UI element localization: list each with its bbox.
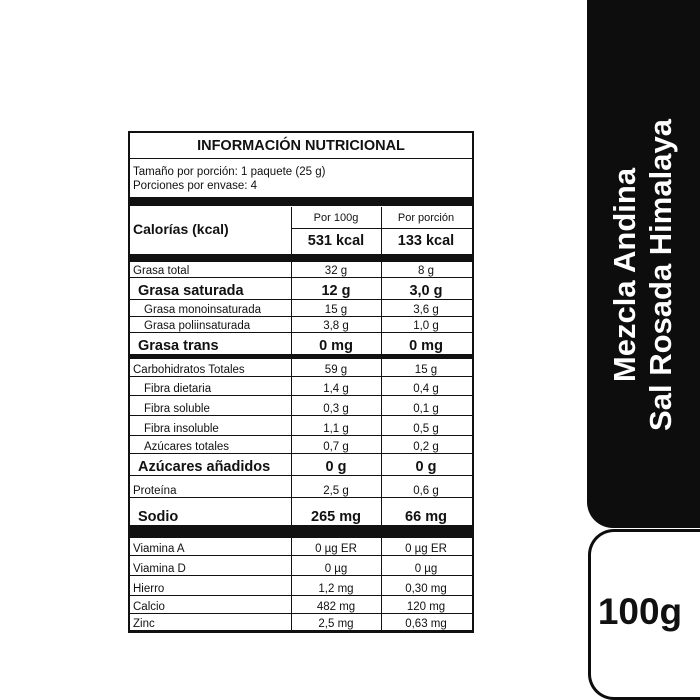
nutrient-label: Viamina A — [133, 543, 185, 555]
nutrient-row — [130, 396, 472, 416]
nutrient-perserving: 66 mg — [405, 509, 447, 525]
nutrient-perserving: 0,1 g — [413, 403, 439, 415]
thick-divider — [130, 197, 472, 206]
nutrient-per100: 0 µg ER — [315, 543, 357, 555]
nutrient-label: Zinc — [133, 618, 155, 630]
nutrient-per100: 482 mg — [316, 601, 356, 613]
nutrient-per100: 59 g — [324, 364, 348, 376]
nutrient-per100: 2,5 g — [323, 485, 349, 497]
nutrient-label: Grasa saturada — [138, 283, 244, 299]
nutrient-per100: 32 g — [324, 265, 348, 277]
calories-section — [130, 207, 472, 254]
nutrient-label: Sodio — [138, 509, 179, 525]
nutrient-row — [130, 538, 472, 556]
table-title: INFORMACIÓN NUTRICIONAL — [130, 133, 472, 159]
nutrient-per100: 0 mg — [319, 338, 353, 354]
nutrient-label: Hierro — [133, 583, 165, 595]
nutrient-row — [130, 614, 472, 631]
perserving-header: Por porción — [397, 212, 455, 224]
nutrient-per100: 0,7 g — [323, 441, 349, 453]
nutrient-label: Fibra soluble — [144, 403, 210, 415]
nutrient-perserving: 0,30 mg — [405, 583, 447, 595]
nutrient-perserving: 0 µg — [414, 563, 438, 575]
nutrient-row — [130, 476, 472, 498]
nutrient-per100: 0,3 g — [323, 403, 349, 415]
nutrient-row — [130, 359, 472, 377]
nutrient-label: Calcio — [133, 601, 165, 613]
nutrient-perserving: 1,0 g — [413, 320, 439, 332]
nutrient-label: Azúcares añadidos — [138, 459, 271, 475]
nutrient-per100: 265 mg — [311, 509, 361, 525]
nutrient-perserving: 3,6 g — [413, 304, 439, 316]
nutrient-per100: 3,8 g — [323, 320, 349, 332]
nutrient-label: Azúcares totales — [144, 441, 230, 453]
nutrient-row — [130, 498, 472, 526]
calories-perserving: 133 kcal — [397, 233, 455, 249]
servings-per-container: Porciones por envase: 4 — [133, 180, 258, 192]
nutrient-perserving: 3,0 g — [409, 283, 443, 299]
nutrient-row — [130, 262, 472, 278]
nutrient-perserving: 0,2 g — [413, 441, 439, 453]
calories-label: Calorías (kcal) — [133, 221, 229, 237]
nutrient-perserving: 0,6 g — [413, 485, 439, 497]
nutrient-row — [130, 556, 472, 576]
nutrient-label: Grasa monoinsaturada — [144, 304, 261, 316]
nutrient-per100: 1,2 mg — [318, 583, 354, 595]
product-name — [607, 119, 679, 431]
nutrient-label: Carbohidratos Totales — [133, 364, 245, 376]
nutrient-perserving: 0 µg ER — [405, 543, 447, 555]
nutrient-perserving: 0,63 mg — [405, 618, 447, 630]
nutrient-label: Proteína — [133, 485, 177, 497]
nutrient-perserving: 0,4 g — [413, 383, 439, 395]
nutrient-per100: 2,5 mg — [318, 618, 354, 630]
thick-divider — [130, 254, 472, 262]
nutrient-label: Grasa trans — [138, 338, 219, 354]
nutrient-perserving: 0,5 g — [413, 423, 439, 435]
nutrition-facts-table — [128, 131, 474, 633]
nutrient-per100: 0 µg — [324, 563, 348, 575]
nutrient-label: Grasa total — [133, 265, 190, 277]
nutrient-perserving: 0 mg — [409, 338, 443, 354]
product-name-line1: Mezcla Andina — [607, 167, 642, 383]
net-weight: 100g — [597, 591, 683, 632]
serving-info — [133, 165, 325, 193]
calories-per100: 531 kcal — [307, 233, 365, 249]
nutrient-row — [130, 317, 472, 333]
nutrient-per100: 0 g — [325, 459, 347, 475]
nutrient-per100: 15 g — [324, 304, 348, 316]
nutrient-perserving: 120 mg — [406, 601, 446, 613]
nutrient-row — [130, 454, 472, 476]
serving-size: Tamaño por porción: 1 paquete (25 g) — [133, 166, 326, 178]
nutrient-label: Fibra dietaria — [144, 383, 212, 395]
nutrient-label: Fibra insoluble — [144, 423, 219, 435]
nutrient-per100: 1,4 g — [323, 383, 349, 395]
product-name-line2: Sal Rosada Himalaya — [643, 119, 678, 431]
nutrient-per100: 12 g — [321, 283, 351, 299]
nutrient-row — [130, 596, 472, 614]
nutrient-perserving: 8 g — [418, 265, 434, 277]
nutrient-row — [130, 300, 472, 317]
nutrient-per100: 1,1 g — [323, 423, 349, 435]
nutrient-perserving: 15 g — [414, 364, 438, 376]
nutrient-label: Grasa poliinsaturada — [144, 320, 251, 332]
nutrient-label: Viamina D — [133, 563, 186, 575]
nutrient-row — [130, 377, 472, 396]
thick-divider — [130, 526, 472, 538]
nutrient-perserving: 0 g — [415, 459, 437, 475]
nutrient-row — [130, 436, 472, 454]
per100-header: Por 100g — [313, 212, 359, 224]
nutrient-row — [130, 278, 472, 300]
nutrient-row — [130, 333, 472, 355]
nutrient-row — [130, 576, 472, 596]
nutrient-row — [130, 416, 472, 436]
